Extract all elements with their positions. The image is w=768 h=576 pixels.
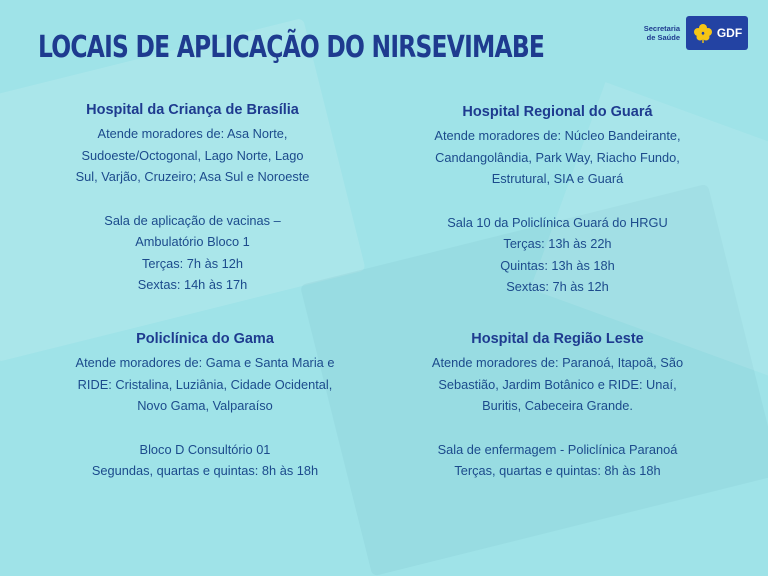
brand-line-2: de Saúde <box>646 33 680 42</box>
location-card <box>405 331 710 482</box>
gdf-logo-text: GDF <box>716 26 743 40</box>
brand-logo <box>644 16 748 50</box>
location-name: Hospital da Região Leste <box>471 331 644 347</box>
area-line: Atende moradores de: Asa Norte, <box>97 126 288 141</box>
area-line: Atende moradores de: Gama e Santa Maria e <box>75 355 335 370</box>
location-name: Hospital Regional do Guará <box>462 104 653 120</box>
area-line: Buritis, Cabeceira Grande. <box>482 398 633 413</box>
area-line: Sebastião, Jardim Botânico e RIDE: Unaí, <box>438 376 677 392</box>
schedule-line: Bloco D Consultório 01 <box>139 441 271 457</box>
schedule-line: Sextas: 7h às 12h <box>506 279 609 294</box>
schedule-line: Sextas: 14h às 17h <box>137 277 248 292</box>
ipe-flower-icon <box>692 22 714 44</box>
schedule-line: Ambulatório Bloco 1 <box>135 234 250 249</box>
schedule-line: Sala de enfermagem - Policlínica Paranoá <box>437 441 678 457</box>
area-line: Novo Gama, Valparaíso <box>137 398 273 413</box>
schedule-line: Terças: 7h às 12h <box>141 255 243 271</box>
area-line: Sul, Varjão, Cruzeiro; Asa Sul e Noroeste <box>75 169 310 184</box>
area-line: Candangolândia, Park Way, Riacho Fundo, <box>435 149 680 165</box>
schedule-line: Terças, quartas e quintas: 8h às 18h <box>454 463 661 478</box>
location-card <box>50 102 335 296</box>
page-title: LOCAIS DE APLICAÇÃO DO NIRSEVIMABE <box>38 30 545 65</box>
area-line: Atende moradores de: Núcleo Bandeirante, <box>434 128 681 143</box>
area-line: Sudoeste/Octogonal, Lago Norte, Lago <box>81 147 304 163</box>
area-line: Estrutural, SIA e Guará <box>491 171 624 186</box>
brand-line-1: Secretaria <box>643 24 680 33</box>
location-name: Hospital da Criança de Brasília <box>86 102 299 118</box>
location-name: Policlínica do Gama <box>136 331 274 347</box>
schedule-line: Sala de aplicação de vacinas – <box>104 212 281 228</box>
location-card <box>400 104 715 298</box>
gdf-logo <box>686 16 748 50</box>
schedule-line: Sala 10 da Policlínica Guará do HRGU <box>447 214 668 230</box>
schedule-line: Segundas, quartas e quintas: 8h às 18h <box>91 463 319 478</box>
schedule-line: Terças: 13h às 22h <box>503 236 612 251</box>
schedule-line: Quintas: 13h às 18h <box>500 257 615 273</box>
brand-text <box>644 24 680 42</box>
location-card <box>50 331 360 482</box>
area-line: RIDE: Cristalina, Luziânia, Cidade Ocidental, <box>77 376 333 392</box>
area-line: Atende moradores de: Paranoá, Itapoã, São <box>431 355 684 370</box>
